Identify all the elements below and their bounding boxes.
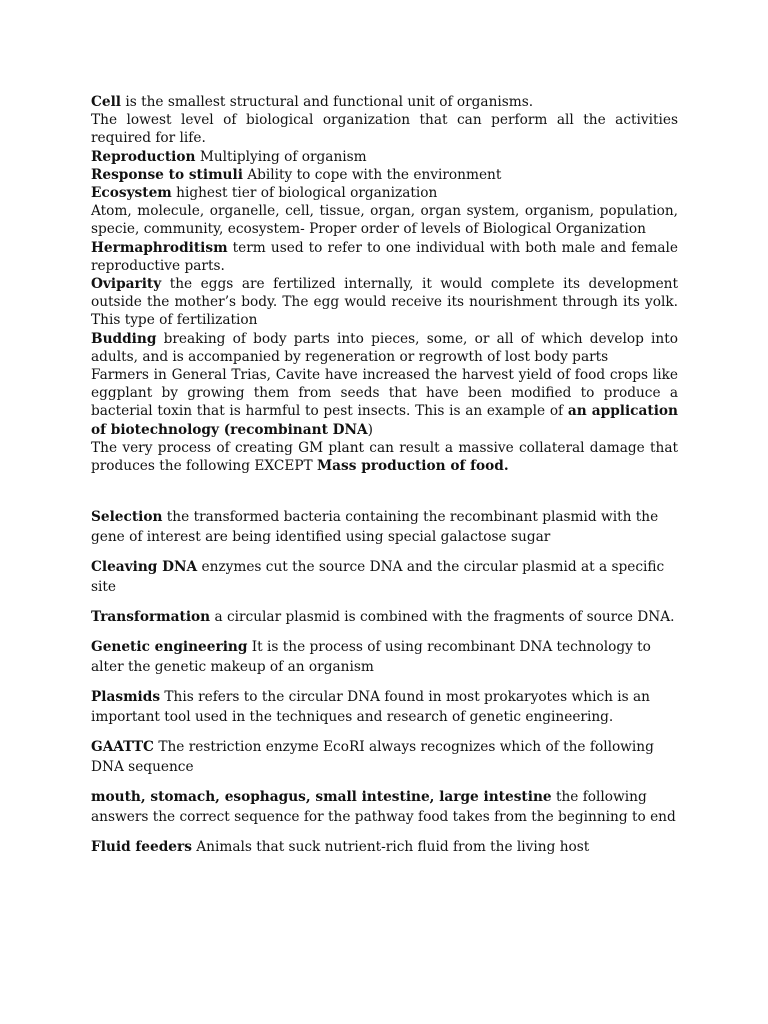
paragraph-transformation (91, 607, 681, 627)
definition: Atom, molecule, organelle, cell, tissue, organ, organ system, organism, population, specie, community, ecosystem- Proper order of levels of Biological Organization (91, 203, 678, 238)
answer: Mass production of food. (317, 458, 509, 475)
term: Budding (91, 330, 157, 347)
term: Ecosystem (91, 185, 172, 202)
definition: It is the process of using recombinant DNA technology to alter the genetic makeup of an organism (91, 639, 651, 675)
paragraph-cleaving (91, 557, 681, 597)
paragraph-digestion (91, 787, 681, 827)
paragraph-plasmids (91, 687, 681, 727)
paragraph-cell (91, 93, 678, 111)
term: Response to stimuli (91, 166, 243, 183)
term: Cleaving DNA (91, 559, 198, 575)
paragraph-reproduction (91, 148, 678, 166)
bottom-section (91, 507, 681, 867)
definition: The restriction enzyme EcoRI always recognizes which of the following DNA sequence (91, 739, 654, 775)
paragraph-biotech (91, 366, 678, 439)
definition: the transformed bacteria containing the recombinant plasmid with the gene of interest are being identified using special galactose sugar (91, 509, 659, 545)
term: mouth, stomach, esophagus, small intestine, large intestine (91, 789, 552, 805)
term: Genetic engineering (91, 639, 248, 655)
term: Plasmids (91, 689, 161, 705)
answer-suffix: ) (367, 421, 374, 438)
term: Selection (91, 509, 163, 525)
paragraph-gaattc (91, 737, 681, 777)
term: Cell (91, 94, 122, 110)
paragraph-gm (91, 439, 678, 475)
term: Reproduction (91, 148, 196, 165)
term: Transformation (91, 609, 211, 625)
definition: The lowest level of biological organization that can perform all the activities required for life. (91, 112, 678, 147)
definition: Animals that suck nutrient-rich fluid from the living host (191, 839, 590, 855)
paragraph-ecosystem (91, 184, 678, 202)
term: GAATTC (91, 739, 154, 755)
paragraph-lowest-level (91, 111, 678, 147)
paragraph-response (91, 166, 678, 184)
definition: This refers to the circular DNA found in most prokaryotes which is an important tool used in the techniques and research of genetic engineering. (91, 689, 651, 725)
definition: the following answers the correct sequence for the pathway food takes from the beginning to end (91, 789, 676, 825)
term: Oviparity (91, 276, 162, 293)
definition: is the smallest structural and functional unit of organisms. (121, 94, 534, 110)
definition: a circular plasmid is combined with the fragments of source DNA. (210, 609, 675, 625)
term: Fluid feeders (91, 839, 192, 855)
definition: highest tier of biological organization (171, 185, 438, 202)
question: Farmers in General Trias, Cavite have increased the harvest yield of food crops like eggplant by growing them from seeds that have been modified to produce a bacterial toxin that is harmful to pest insects. This is an example of (91, 367, 678, 420)
paragraph-oviparity (91, 275, 678, 330)
definition: the eggs are fertilized internally, it would complete its development outside the mother’s body. The egg would receive its nourishment through its yolk. This type of fertilization (91, 276, 678, 329)
definition: Ability to cope with the environment (242, 166, 502, 183)
paragraph-hermaphroditism (91, 239, 678, 275)
paragraph-levels (91, 202, 678, 238)
paragraph-fluid-feeders (91, 837, 681, 857)
top-section (91, 93, 678, 475)
definition: breaking of body parts into pieces, some, or all of which develop into adults, and is accompanied by regeneration or regrowth of lost body parts (91, 330, 678, 365)
definition: Multiplying of organism (195, 148, 367, 165)
answer: an application of biotechnology (recombinant DNA (91, 403, 678, 438)
paragraph-genetic-engineering (91, 637, 681, 677)
paragraph-budding (91, 330, 678, 366)
term: Hermaphroditism (91, 239, 228, 256)
paragraph-selection (91, 507, 681, 547)
definition: term used to refer to one individual with both male and female reproductive parts. (91, 239, 678, 274)
question: The very process of creating GM plant can result a massive collateral damage that produces the following EXCEPT (91, 439, 678, 475)
definition: enzymes cut the source DNA and the circular plasmid at a specific site (91, 559, 665, 595)
